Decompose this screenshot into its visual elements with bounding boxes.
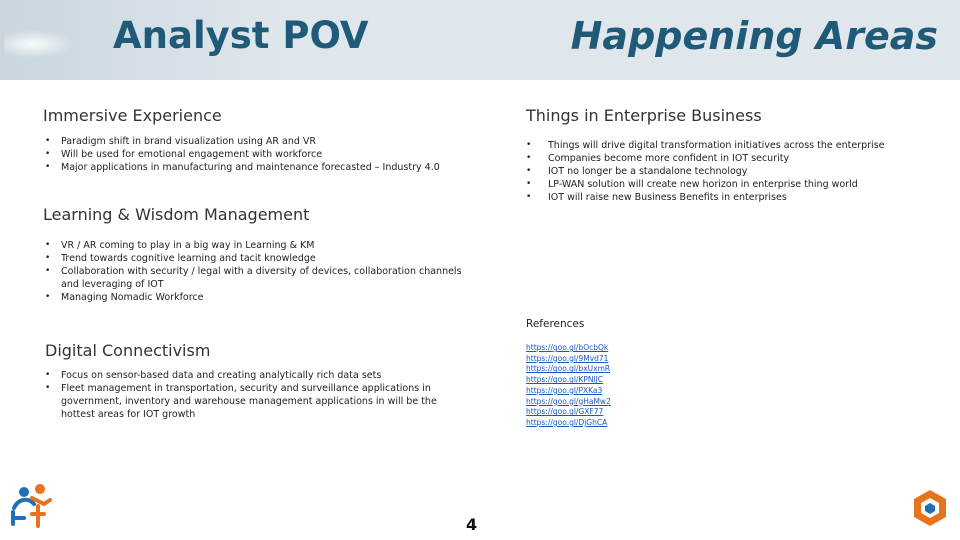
list-item: • Managing Nomadic Workforce — [43, 291, 468, 304]
reference-link[interactable]: https://goo.gl/GXF77 — [526, 407, 604, 417]
enterprise-bullet-list — [524, 139, 934, 204]
reference-item — [526, 418, 611, 429]
reference-link[interactable]: https://goo.gl/gHaMw2 — [526, 396, 611, 406]
reference-link[interactable]: https://goo.gl/9Mvd71 — [526, 353, 609, 363]
slide-header — [0, 0, 960, 80]
list-item: • IOT will raise new Business Benefits in enterprises — [524, 191, 934, 204]
hexagon-logo-icon — [912, 488, 948, 528]
list-item: • Collaboration with security / legal with a diversity of devices, collaboration channels and leveraging of IOT — [43, 265, 468, 291]
people-logo-icon — [10, 482, 52, 528]
reference-link[interactable]: https://goo.gl/KPNlJC — [526, 375, 604, 385]
references-heading: References — [526, 318, 585, 330]
reference-link[interactable]: https://goo.gl/bOcbQk — [526, 343, 609, 352]
reference-item — [526, 343, 611, 354]
section-heading-enterprise: Things in Enterprise Business — [526, 106, 762, 125]
list-item: • Companies become more confident in IOT security — [524, 152, 934, 165]
list-item: • Fleet management in transportation, security and surveillance applications in government, inventory and warehouse management applications in will be the hottest areas for IOT growth — [43, 382, 443, 421]
reference-item — [526, 397, 611, 408]
list-item: • Will be used for emotional engagement with workforce — [43, 148, 483, 161]
list-item: • IOT no longer be a standalone technology — [524, 165, 934, 178]
reference-link[interactable]: https://goo.gl/PXKa3 — [526, 385, 603, 395]
reference-item — [526, 407, 611, 418]
list-item: • Paradigm shift in brand visualization using AR and VR — [43, 135, 483, 148]
list-item: • VR / AR coming to play in a big way in Learning & KM — [43, 239, 468, 252]
reference-item — [526, 364, 611, 375]
reference-link[interactable]: https://goo.gl/DjGhCA — [526, 417, 608, 427]
immersive-bullet-list — [43, 135, 483, 174]
section-heading-digital: Digital Connectivism — [45, 341, 211, 360]
section-heading-immersive: Immersive Experience — [43, 106, 222, 125]
list-item: • Things will drive digital transformation initiatives across the enterprise — [524, 139, 934, 152]
digital-bullet-list — [43, 369, 443, 421]
reference-item — [526, 386, 611, 397]
reference-item — [526, 375, 611, 386]
slide-subtitle: Happening Areas — [570, 14, 938, 58]
list-item: • LP-WAN solution will create new horizon in enterprise thing world — [524, 178, 934, 191]
section-heading-learning: Learning & Wisdom Management — [43, 205, 310, 224]
page-number: 4 — [466, 515, 478, 534]
list-item: • Focus on sensor-based data and creating analytically rich data sets — [43, 369, 443, 382]
reference-link[interactable]: https://goo.gl/bxUxmR — [526, 364, 611, 374]
learning-bullet-list — [43, 239, 468, 304]
slide-title: Analyst POV — [113, 14, 369, 57]
references-list — [526, 343, 611, 429]
header-decoration — [4, 30, 74, 58]
list-item: • Trend towards cognitive learning and tacit knowledge — [43, 252, 468, 265]
reference-item — [526, 354, 611, 365]
list-item: • Major applications in manufacturing and maintenance forecasted – Industry 4.0 — [43, 161, 483, 174]
